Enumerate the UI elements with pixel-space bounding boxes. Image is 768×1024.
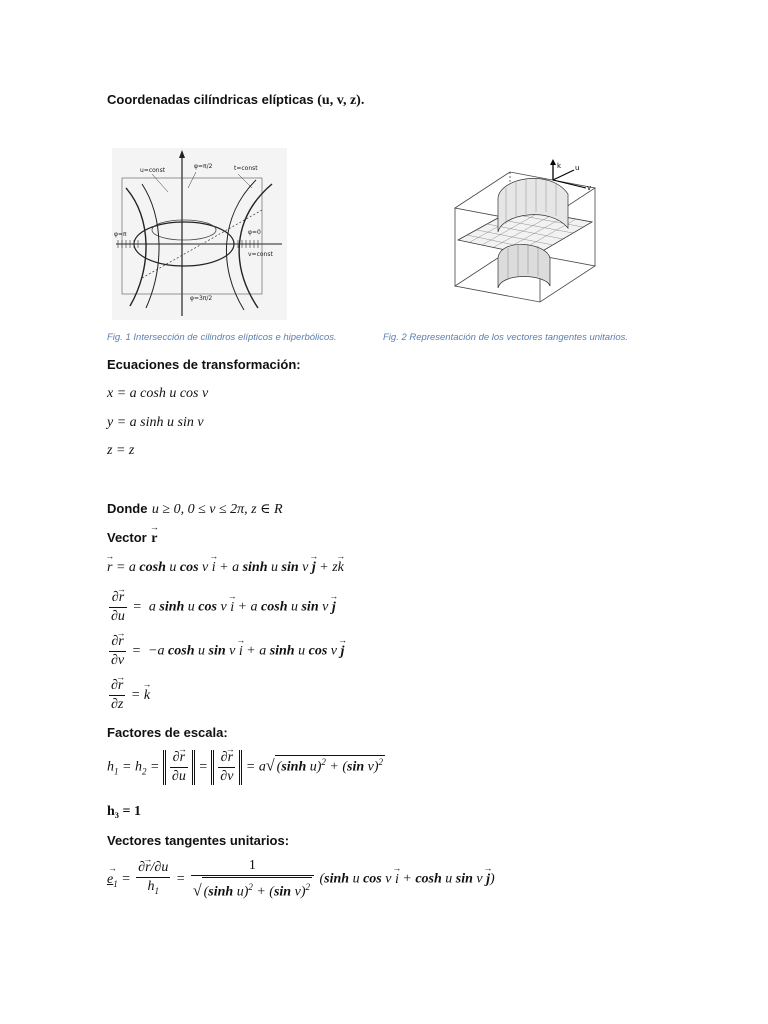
e1-numerator: 1 xyxy=(191,858,314,876)
section-transform-heading: Ecuaciones de transformación: xyxy=(107,357,301,372)
domain-condition: u ≥ 0, 0 ≤ v ≤ 2π, z ∈ R xyxy=(151,502,283,517)
figure-2-tangent-vectors xyxy=(450,158,600,322)
fig1-label-u-top: u=const xyxy=(140,167,166,174)
fig1-label-right: φ=0 xyxy=(248,229,261,236)
section-scale-heading: Factores de escala: xyxy=(107,725,228,740)
fig2-label-u: u xyxy=(575,164,580,172)
fig1-label-t-top: t=const xyxy=(234,165,258,172)
fig2-label-k: k xyxy=(557,162,562,170)
equation-h1-h2: $h_1 = h_2$ = $\frac{\partial r \to}{\partial u}$ = $\frac{\partial r \to}{\partial v}$ = a√ (sinh u)$^2$ + (sin v)$^2$ xyxy=(107,750,385,785)
section-tangents-heading: Vectores tangentes unitarios: xyxy=(107,833,290,848)
figure-1-caption: Fig. 1 Intersección de cilindros elípticos e hiperbólicos. xyxy=(107,332,337,343)
vector-heading xyxy=(107,529,157,547)
figure-2-caption: Fig. 2 Representación de los vectores tangentes unitarios. xyxy=(383,332,629,343)
domain-label: Donde xyxy=(107,501,148,516)
equation-z: z = z xyxy=(107,443,135,458)
equation-h3: h₃ = 1 xyxy=(107,804,141,819)
vector-r-symbol: r → xyxy=(151,531,157,547)
equation-y: y = a sinh u sin v xyxy=(107,415,204,430)
equation-e1: $e_1$ → = $\frac{\partial r \to/\partial u}{h_1}$ = $\frac{1}{√ (\sinh u)^2 + (\sin v)^2}$ (sinh u cos v i → + cosh u sin v j →) xyxy=(107,858,495,901)
page-title: Coordenadas cilíndricas elípticas (u, v, z). xyxy=(107,92,365,108)
title-math: (u, v, z). xyxy=(317,93,365,108)
equation-x: x = a cosh u cos v xyxy=(107,386,209,401)
figure-1-intersection-cylinders xyxy=(112,148,287,320)
equation-r-vector: r → = a cosh u cos v i → + a sinh u sin v j → + zk → xyxy=(107,560,344,576)
domain-line xyxy=(107,500,283,518)
equation-dr-dz: $\frac{\partial r \to}{\partial z}$ = k → xyxy=(107,678,150,713)
equation-dr-du: $\frac{\partial r \to}{\partial u}$ = a sinh u cos v i → + a cosh u sin v j → xyxy=(107,590,336,625)
fig2-label-v: v xyxy=(587,184,592,192)
fig1-label-v-top: φ=π/2 xyxy=(194,163,213,170)
vector-label: Vector xyxy=(107,530,147,545)
fig1-label-left: φ=π xyxy=(114,231,127,238)
fig1-label-const: v=const xyxy=(248,251,273,258)
equation-dr-dv: $\frac{\partial r \to}{\partial v}$ = −a cosh u sin v i → + a sinh u cos v j → xyxy=(107,634,344,669)
fig1-label-bottom: φ=3π/2 xyxy=(190,295,213,302)
